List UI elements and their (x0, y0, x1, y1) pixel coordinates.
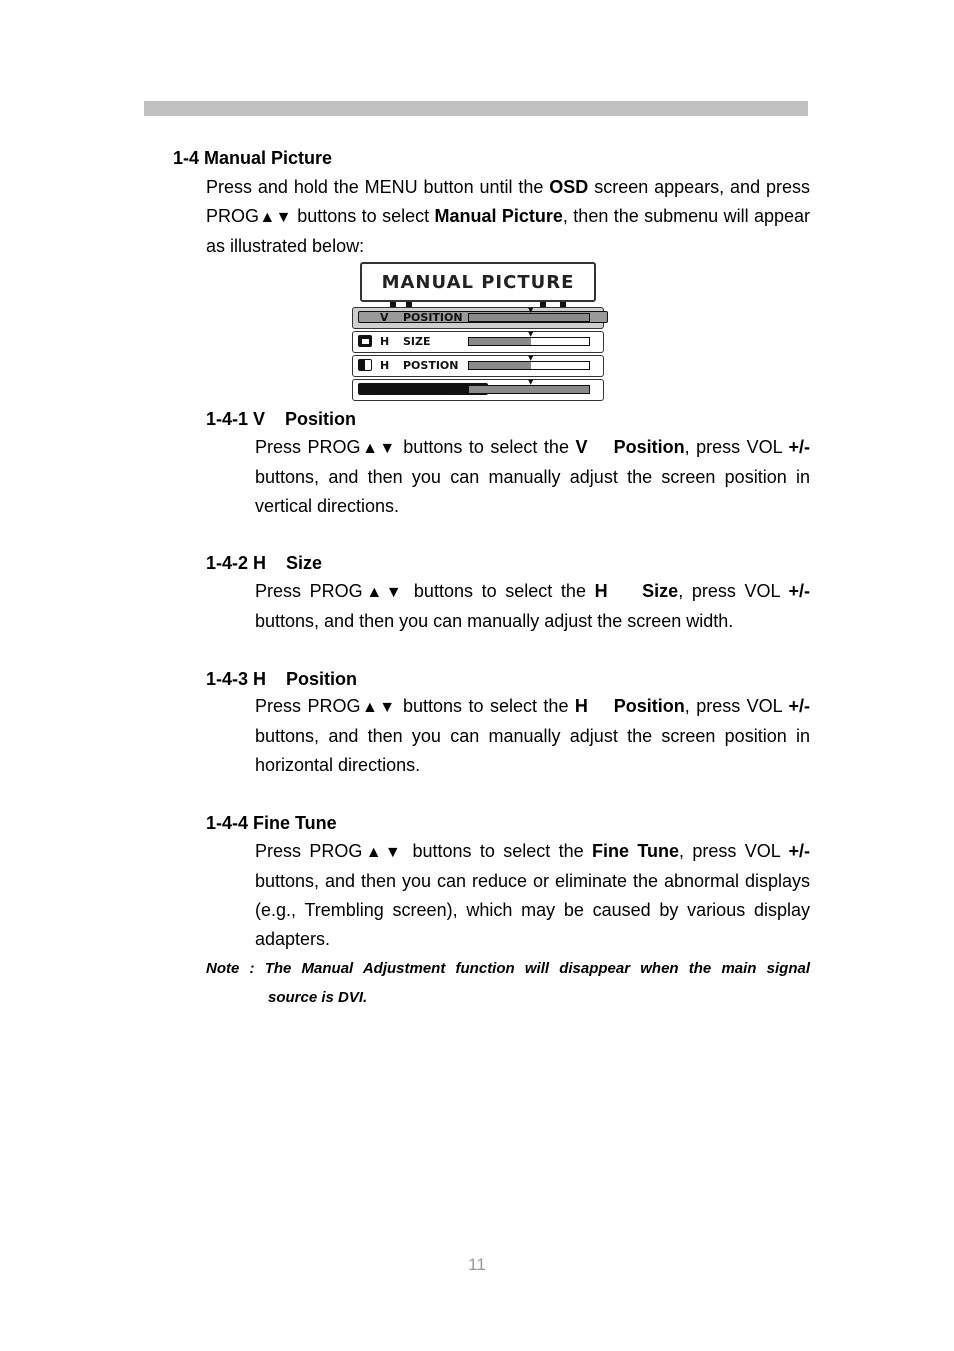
osd-row (352, 355, 604, 377)
osd-level-bar (468, 361, 590, 370)
osd-row (352, 379, 604, 401)
subsection-body: Press PROG▲▼ buttons to select the V Position, press VOL +/- buttons, and then you can manually adjust the screen position in vertical directions. (255, 437, 810, 516)
osd-row (352, 307, 604, 329)
osd-row-label: POSTION (403, 359, 459, 372)
osd-level-fill (469, 314, 589, 321)
osd-marker-icon: ▼ (528, 354, 534, 362)
prog-arrows-icon: ▲▼ (360, 699, 397, 716)
subsection-heading: 1-4-3 H Position (206, 669, 358, 689)
header-rule (144, 101, 808, 116)
osd-marker-icon: ▼ (528, 330, 534, 338)
prog-arrows-icon: ▲▼ (362, 844, 405, 861)
osd-marker-icon: ▼ (528, 306, 534, 314)
h-position-icon (358, 359, 372, 371)
prog-arrows-icon: ▲▼ (259, 209, 292, 226)
prog-arrows-icon: ▲▼ (362, 584, 406, 601)
note-line-1: Note : The Manual Adjustment function will disappear when the main signal (206, 960, 810, 977)
osd-row-label: TUNE (409, 383, 443, 396)
osd-level-bar (468, 313, 590, 322)
subsection-body: Press PROG▲▼ buttons to select the Fine Tune, press VOL +/- buttons, and then you can reduce or eliminate the abnormal displays (e.g., Trembling screen), which may be caused by various display adapters. (255, 841, 810, 949)
osd-level-bar (468, 385, 590, 394)
osd-marker-icon: ▼ (528, 378, 534, 386)
osd-level-fill (469, 338, 531, 345)
osd-row-label: POSITION (403, 311, 463, 324)
osd-row-label: SIZE (403, 335, 431, 348)
subsection-body: Press PROG▲▼ buttons to select the H Size, press VOL +/- buttons, and then you can manually adjust the screen width. (255, 581, 811, 631)
osd-row-letter: FINE (380, 383, 409, 396)
subsection-heading: 1-4-4 Fine Tune (206, 813, 337, 833)
subsection-body: Press PROG▲▼ buttons to select the H Position, press VOL +/- buttons, and then you can manually adjust the screen position in horizontal directions. (255, 696, 810, 775)
page-number: 11 (468, 1255, 486, 1274)
osd-row-letter: H (380, 335, 390, 348)
note-line-2: source is DVI. (268, 989, 368, 1006)
h-size-icon (358, 335, 372, 347)
osd-level-bar (468, 337, 590, 346)
prog-arrows-icon: ▲▼ (360, 440, 397, 457)
subsection-heading: 1-4-2 H Size (206, 553, 323, 573)
osd-manual-picture-illustration (352, 262, 604, 402)
section-title: 1-4 Manual Picture (173, 148, 333, 168)
osd-level-fill (469, 362, 531, 369)
intro-paragraph: Press and hold the MENU button until the OSD screen appears, and press PROG▲▼ buttons to select Manual Picture, then the submenu will appear as illustrated below: (206, 177, 811, 256)
osd-row-letter: H (380, 359, 390, 372)
osd-level-fill (469, 386, 589, 393)
osd-row (352, 331, 604, 353)
osd-title: MANUAL PICTURE (360, 262, 596, 302)
osd-row-letter: V (380, 311, 389, 324)
subsection-heading: 1-4-1 V Position (206, 409, 357, 429)
